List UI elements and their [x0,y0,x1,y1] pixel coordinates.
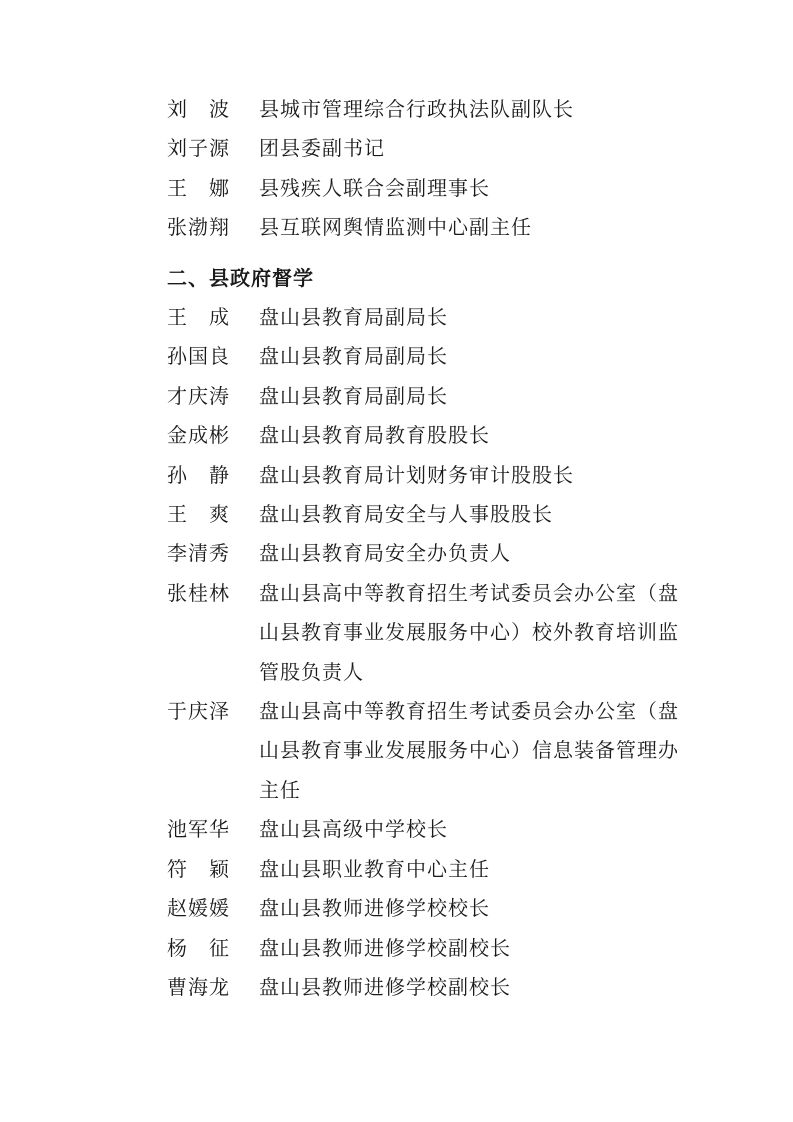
section-heading: 二、县政府督学 [167,266,314,290]
person-title: 盘山县高中等教育招生考试委员会办公室（盘山县教育事业发展服务中心）校外教育培训监管股负责人 [259,580,679,684]
list-item [167,495,687,534]
list-item [167,850,687,889]
person-name: 刘子源 [167,136,230,161]
person-title: 县互联网舆情监测中心副主任 [259,215,532,240]
person-name: 于庆泽 [167,699,230,724]
list-item [167,574,687,692]
person-title: 盘山县教育局副局长 [259,344,448,369]
person-name: 孙国良 [167,344,230,369]
person-name: 张桂林 [167,580,230,605]
list-item [167,129,687,168]
section-1-list [167,90,687,248]
person-name: 才庆涛 [167,383,230,408]
person-title: 盘山县教育局安全办负责人 [259,541,511,566]
list-item [167,968,687,1007]
person-name: 池军华 [167,817,230,842]
person-name: 王 成 [167,305,230,329]
person-name: 王 爽 [167,502,230,527]
person-name: 符 颖 [167,856,230,881]
list-item [167,90,687,129]
person-name: 杨 征 [167,935,230,960]
person-title: 盘山县教师进修学校副校长 [259,974,511,999]
person-title: 盘山县教育局计划财务审计股股长 [259,462,574,487]
person-title: 县城市管理综合行政执法队副队长 [259,97,574,121]
person-title: 盘山县教育局副局长 [259,305,448,329]
list-item [167,692,687,810]
list-item [167,337,687,376]
person-name: 金成彬 [167,423,230,448]
person-title: 盘山县教师进修学校校长 [259,896,490,921]
list-item [167,298,687,337]
person-title: 盘山县职业教育中心主任 [259,856,490,881]
person-title: 县残疾人联合会副理事长 [259,175,490,200]
list-item [167,929,687,968]
person-name: 赵媛媛 [167,896,230,921]
list-item [167,810,687,849]
person-name: 王 娜 [167,175,230,200]
list-item [167,534,687,573]
person-title: 盘山县高级中学校长 [259,817,448,842]
list-item [167,169,687,208]
list-item [167,889,687,928]
person-title: 团县委副书记 [259,136,385,161]
person-name: 曹海龙 [167,974,230,999]
person-name: 孙 静 [167,462,230,487]
person-title: 盘山县教育局副局长 [259,383,448,408]
person-name: 李清秀 [167,541,230,566]
list-item [167,377,687,416]
person-name: 张渤翔 [167,215,230,240]
person-name: 刘 波 [167,97,230,121]
section-2 [167,255,687,1007]
person-title: 盘山县教育局安全与人事股股长 [259,502,553,527]
list-item [167,456,687,495]
person-title: 盘山县教育局教育股股长 [259,423,490,448]
list-item [167,416,687,455]
person-title: 盘山县教师进修学校副校长 [259,935,511,960]
list-item [167,208,687,247]
person-title: 盘山县高中等教育招生考试委员会办公室（盘山县教育事业发展服务中心）信息装备管理办主任 [259,699,679,802]
